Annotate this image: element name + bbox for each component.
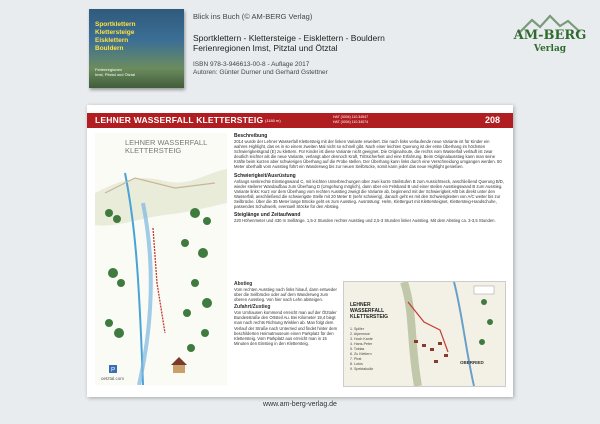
isbn: ISBN 978-3-946613-00-8 — [193, 61, 266, 68]
section-heading: Schwierigkeit/Ausrüstung — [234, 172, 296, 179]
book-subtitle: Ferienregionen Imst, Pitztal und Ötztal — [193, 43, 338, 53]
section-heading: Abstieg — [234, 281, 253, 287]
cover-title: Sportklettern Klettersteige Eisklettern Bouldern — [95, 21, 136, 52]
section-text: Von Umhausen kommend erreicht man auf der Ötztaler Bundesstraße den Ortsteil Au. Bei Kilometer 19,4 biegt man nach rechts Richtung Winklen ab. Man folgt dem Verlauf der Straße nach Unterried und findet hinter dem beschilderten Heimatmuseum einen Parkplatz für den Klettersteig. Vom Parkplatz aus erreicht man in 15 Minuten den Einstieg in den Klettersteig. — [234, 310, 338, 346]
book-page-preview — [87, 105, 513, 397]
map-title: LEHNER WASSERFALL KLETTERSTEIG — [125, 138, 208, 155]
svg-text:P: P — [111, 367, 116, 374]
page-title: LEHNER WASSERFALL KLETTERSTEIG — [95, 115, 264, 125]
publisher-note: (© AM-BERG Verlag) — [241, 12, 313, 21]
topo-inset — [343, 281, 506, 387]
logo-name: AM-BERG — [513, 28, 587, 43]
book-title: Sportklettern - Klettersteige - Eisklettern - Bouldern — [193, 33, 385, 43]
section-text: 2014 wurde der Lehner Wasserfall Klettersteig mit der linken Variante erweitert. Die nach links verlaufende neue Variante ist für Kinder ein wahres Highlight, das es in so einem zweiten Mal nicht so schnell gibt. Nach einer leichten Querung ist der erste Überhang im höchsten Schwierigkeitsgrad (E) zu klettern. Für Kinder ist diese Variante nicht geeignet. Die Originalroute, die rechts vom Wasserfall verläuft ist zwar deutlich leichter als die neue Variante, verlangt aber dennoch Kraft, Trittsicherheit und eine Erfahrung. Beim Originalausstieg kann man seine Kräfte beim kurzen aber schwierigen Überhang auf die Probe stellen. Der Überhang kann links durch eine Verschneidung umgangen werden. 50 Meter oberhalb vom Ausstieg führt ein Wanderweg bis zur neuen Seilbrücke, somit kann jeder das neue Highlight genießen. — [234, 139, 502, 170]
logo-sub: Verlag — [533, 44, 567, 54]
edition: Auflage 2017 — [271, 61, 310, 68]
route-description — [234, 133, 504, 226]
cover-subtitle: Ferienregionen Imst, Pitztal und Ötztal — [95, 67, 136, 77]
preview-label: Blick ins Buch — [193, 12, 240, 21]
map-source: oetztal.com — [101, 376, 125, 381]
book-cover — [89, 9, 184, 88]
route-map — [95, 133, 227, 385]
section-text: 220 Höhenmeter und 430 m Seillänge. 1,5-2 Stunden rechter Ausstieg und 2,5-3 Stunden linker Ausstieg. Mit dem Abstieg ca. 3-3,5 Stunden. — [234, 218, 496, 224]
section-heading: Beschreibung — [234, 133, 268, 139]
section-heading: Zufahrt/Zustieg — [234, 304, 271, 311]
route-access — [234, 281, 338, 348]
page-coordinates: HAT (0004) 110.34547 HAT (0004) 110.34074 — [333, 115, 369, 124]
section-heading: Steiglänge und Zeitaufwand — [234, 212, 301, 219]
page-header — [87, 113, 513, 128]
footer-url[interactable]: www.am-berg-verlag.de — [263, 401, 337, 408]
section-text: Vom rechten Ausstieg nach links hinauf, dann entweder über die Seilbrücke oder auf dem Wanderweg zum oberen Ausstieg. Von hier nach Lehn absteigen. — [234, 287, 337, 303]
authors: Autoren: Günter Durner und Gerhard Gstettner — [193, 69, 328, 76]
publisher-logo — [512, 14, 588, 60]
page-number: 208 — [485, 115, 501, 125]
inset-legend: 1. Spiller 2. Alpenrose 3. Hoch Kante 4. Hans-Peter 5. Tobias 6. Zu Klettern 7. Pirat 8. Lotos 9. Spektakulär — [350, 327, 373, 371]
section-text: Anfangs senkrechte Einstiegswand C, mit leichten Unterbrechungen über zwei kurze Steilstufen B zum Aussichtseck, anschließend Querung B/D, wieder steilerer Wandaufbau zum Überhang D (Umgehung möglich), dann über ein Felsband B und einer steilen Ausstiegswand B zum Ausstieg. Variante links: Kurz vor dem Überhang vom rechten Ausstieg zweigt die Variante ab, beginnend mit der Schwierigkeit A/B bis direkt unter den Wasserfall, anschließend die schwierigste Stelle mit 20 Meter E (sehr schwierig), danach geht es mit den Schwierigkeiten von A/C weiter bis zur Seilbrücke. Über die 35 Meter lange Brücke geht es zum Ausstieg. Ausrüstung: Helm, Klettergurt mit Klettersteigset, Klettersteig-Handschuhe, passendes Schuhwerk, eventuell Stöcke für den Abstieg. — [234, 178, 504, 210]
inset-place: OBERRIED — [460, 360, 484, 365]
book-info: Blick ins Buch (© AM-BERG Verlag) Sportklettern - Klettersteige - Eisklettern - Bouldern Ferienregionen Imst, Pitztal und Ötztal ISBN 978-3-946613-00-8 - Auflage 2017 Autoren: Günter Durner und Gerhard Gstettner — [193, 12, 433, 77]
map-illustration — [95, 133, 227, 385]
inset-title: LEHNER WASSERFALL KLETTERSTEIG — [350, 302, 389, 320]
page-height: (1180 m) — [265, 118, 281, 123]
